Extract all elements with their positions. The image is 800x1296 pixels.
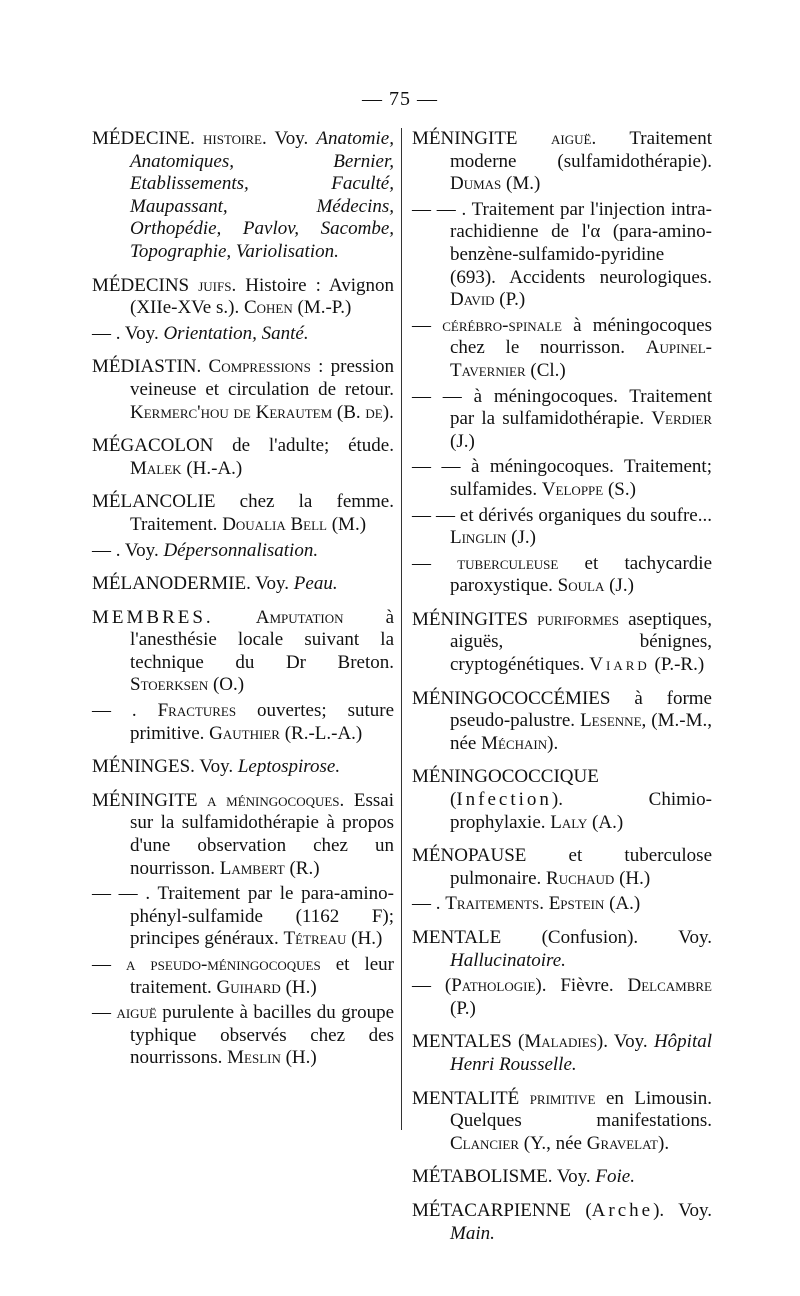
entry-text: MENTALES ( (412, 1031, 525, 1053)
entry-text: MÉNINGITE (92, 789, 208, 811)
entry-text: Linglin (450, 527, 507, 549)
entry-text: tuberculeuse (457, 552, 559, 574)
entry-text: . Histoire : Avignon (XIIe-XVe s.). (130, 274, 394, 319)
entry-text: (H.) (280, 976, 317, 998)
entry-text: (R.) (284, 857, 320, 879)
entry-text: MÉNINGOCOCCIQUE ( (412, 766, 599, 811)
index-entry (412, 975, 712, 1020)
entry-text: Dépersonnalisation. (163, 539, 319, 561)
index-entry (92, 883, 394, 951)
entry-text: — (92, 1002, 117, 1024)
index-entry (412, 456, 712, 501)
entry-text: (Y., née (519, 1132, 587, 1154)
entry-text: — . Voy. (92, 539, 164, 561)
entry-text: Hallucinatoire. (450, 949, 566, 971)
page-number: — 75 — (362, 88, 438, 110)
entry-text: (P.) (450, 997, 476, 1019)
entry-text: Clancier (450, 1132, 520, 1154)
entry-text: Infection (456, 789, 552, 811)
entry-text: Cohen (243, 297, 293, 319)
entry-text: MENTALITÉ (412, 1087, 530, 1109)
entry-text: (H.) (346, 928, 383, 950)
entry-text: (M.) (326, 513, 367, 535)
entry-text: aiguë (116, 1002, 157, 1024)
entry-text: — . Voy. (92, 322, 164, 344)
entry-text: Fractures (157, 700, 237, 722)
entry-text: cérébro-spinale (442, 314, 562, 336)
index-entry (412, 315, 712, 383)
left-column (92, 128, 394, 1081)
entry-text: — . (412, 893, 446, 915)
entry-text: David (450, 289, 495, 311)
entry-text: Hôpital Henri Rousselle. (450, 1031, 712, 1075)
entry-text: juifs (198, 274, 232, 296)
index-entry (412, 845, 712, 890)
entry-text: histoire (203, 128, 262, 149)
entry-text: Peau. (293, 573, 338, 595)
index-entry (412, 1166, 712, 1189)
entry-text: Aupinel-Tavernier (450, 337, 712, 381)
entry-text: (A.) (604, 893, 641, 915)
index-entry (92, 540, 394, 563)
entry-text: MÉDIASTIN. (92, 356, 209, 378)
entry-text: MÉTABOLISME. Voy. (412, 1166, 596, 1188)
entry-text: à méningocoques chez le nourrisson. (450, 314, 713, 359)
entry-text: Dumas (450, 173, 502, 195)
entry-text: MÉLANODERMIE. Voy. (92, 573, 294, 595)
entry-text: — (412, 314, 443, 336)
entry-text: et leur traitement. (130, 954, 394, 998)
entry-text: MÉDECINS (92, 274, 199, 296)
entry-text: — (92, 954, 127, 975)
index-entry (92, 128, 394, 264)
entry-text: ). Fièvre. (535, 975, 628, 997)
entry-text: (B. (332, 401, 366, 423)
entry-text: (H.) (614, 867, 651, 889)
index-entry (412, 688, 712, 756)
entry-text: : pression veineuse et circulation de retour. (130, 356, 395, 400)
index-entry (92, 954, 394, 999)
entry-text: (H.) (280, 1047, 317, 1069)
entry-text: Laly (550, 811, 588, 833)
entry-text: ). Voy. (653, 1199, 712, 1221)
entry-text: en Limousin. Quelques manifestations. (450, 1087, 712, 1132)
entry-text: Guihard (216, 976, 281, 998)
entry-text: MENTALE (Confusion). Voy. (412, 927, 712, 948)
entry-text: (P.) (494, 289, 526, 311)
entry-text: Lesenne (580, 710, 642, 732)
entry-text: — . (92, 700, 158, 722)
entry-text: MÉNINGITES (412, 608, 538, 630)
index-entry (412, 1031, 712, 1076)
index-entry (92, 756, 394, 779)
entry-text: Main. (450, 1222, 495, 1244)
entry-text: Lambert (219, 857, 285, 879)
entry-text: MÉGACOLON de l'adulte; étude. (92, 435, 394, 457)
entry-text: Tétreau (283, 928, 347, 950)
index-entry (412, 927, 712, 972)
index-entry (92, 356, 394, 424)
index-entry (412, 386, 712, 454)
entry-text: (A.) (587, 811, 624, 833)
entry-text: Malek (130, 457, 182, 479)
entry-text: ). Chimio-prophylaxie. (450, 789, 712, 833)
entry-text: Traitements (445, 893, 540, 915)
index-entry (412, 893, 712, 916)
entry-text: Delcambre (627, 975, 712, 997)
entry-text: MÉNINGES. Voy. (92, 756, 238, 778)
entry-text: primitive (529, 1087, 596, 1109)
index-entry (412, 1088, 712, 1156)
entry-text: Anatomie, Anatomiques, Bernier, Etablissements, Faculté, Maupassant, Médecins, Orthopédie, Pavlov, Sacombe, Topographie, Variolisation. (130, 128, 394, 262)
index-entry (412, 505, 712, 550)
entry-text: Méchain (481, 732, 548, 754)
entry-text: Veloppe (541, 478, 604, 500)
index-entry (92, 323, 394, 346)
entry-text: Verdier (651, 408, 712, 430)
index-entry (412, 128, 712, 196)
entry-text: Maladies (524, 1031, 597, 1053)
entry-text: et tachycardie paroxystique. (450, 552, 712, 597)
entry-text: puriformes (537, 608, 619, 630)
entry-text: aiguë (551, 128, 592, 149)
entry-text: Ruchaud (546, 867, 615, 889)
entry-text: — — . Traitement par le para-amino-phényl-sulfamide (1162 F); principes généraux. (92, 883, 394, 950)
entry-text: Doualia Bell (222, 513, 327, 535)
entry-text: — ( (412, 975, 452, 997)
entry-text: MÉTACARPIENNE ( (412, 1199, 592, 1221)
entry-text: (P.-R.) (649, 654, 705, 676)
entry-text: — — à méningocoques. Traitement; sulfamides. (412, 456, 712, 500)
entry-text: (J.) (506, 527, 536, 549)
index-entry (92, 491, 394, 536)
entry-text: MÉNOPAUSE et tuberculose pulmonaire. (412, 845, 712, 889)
entry-text: — — et dérivés organiques du soufre... (412, 504, 712, 526)
entry-text: — — . Traitement par l'injection intra-rachidienne de l'α (para-amino-benzène-sulfamido-pyridine (693). Accidents neurologiques. (412, 198, 712, 288)
entry-text: Kermerc'hou de Kerautem (130, 401, 333, 423)
index-entry (92, 435, 394, 480)
index-entry (412, 766, 712, 834)
entry-text: purulente à bacilles du groupe typhique observés chez des nourrissons. (130, 1002, 394, 1069)
entry-text: (H.-A.) (181, 457, 243, 479)
index-entry (92, 790, 394, 880)
index-entry (412, 199, 712, 312)
index-entry (92, 607, 394, 697)
entry-text: Orientation, Santé. (163, 322, 309, 344)
entry-text: ). (547, 732, 559, 754)
entry-text: Pathologie (451, 975, 536, 997)
entry-text: . Voy. (262, 128, 317, 149)
entry-text: Foie. (595, 1166, 635, 1188)
entry-text: ouvertes; suture primitive. (130, 700, 395, 744)
entry-text: . Essai sur la sulfamidothérapie à propos d'une observation chez un nourrisson. (130, 789, 394, 879)
entry-text: Gravelat (586, 1132, 658, 1154)
entry-text: (J.) (450, 430, 475, 452)
right-column (412, 128, 712, 1256)
entry-text: Soula (557, 575, 605, 597)
index-entry (412, 553, 712, 598)
entry-text: (R.-L.-A.) (279, 722, 363, 744)
entry-text: (J.) (604, 575, 634, 597)
index-entry (412, 609, 712, 677)
entry-text: Compressions (208, 356, 311, 378)
entry-text: ). (382, 401, 394, 423)
entry-text: Leptospirose. (237, 756, 341, 778)
entry-text: ). (658, 1132, 670, 1154)
index-entry (92, 1002, 394, 1070)
entry-text: a méningocoques (207, 789, 340, 811)
entry-text: MÉDECINE. (92, 128, 204, 149)
entry-text: Stoerksen (130, 674, 209, 696)
entry-text: Epstein (548, 893, 605, 915)
entry-text: — — à méningocoques. Traitement par la sulfamidothérapie. (412, 385, 712, 430)
entry-text: à l'anesthésie locale suivant la technique du Dr Breton. (130, 606, 394, 673)
entry-text: Arche (591, 1199, 654, 1221)
entry-text: (O.) (208, 674, 245, 696)
entry-text: — (412, 552, 458, 574)
entry-text: de (365, 401, 383, 423)
entry-text: MÉLANCOLIE chez la femme. Traitement. (92, 491, 394, 535)
index-entry (412, 1200, 712, 1245)
entry-text: , (M.-M., née (450, 710, 712, 754)
entry-text: MÉNINGOCOCCÉMIES à forme pseudo-palustre. (412, 687, 712, 732)
entry-text: . (539, 893, 549, 915)
entry-text: (Cl.) (525, 359, 566, 381)
entry-text: Amputation (255, 606, 344, 628)
entry-text: aseptiques, aiguës, bénignes, cryptogénétiques. (450, 608, 712, 676)
entry-text: (M.) (501, 173, 541, 195)
index-entry (92, 700, 394, 745)
entry-text: . Traitement moderne (sulfamidothérapie). (450, 128, 712, 172)
entry-text: Gauthier (209, 722, 280, 744)
entry-text: Viard (589, 654, 650, 676)
column-divider (401, 128, 402, 1130)
entry-text: (M.-P.) (292, 297, 352, 319)
entry-text: MÉNINGITE (412, 128, 551, 149)
entry-text: ). Voy. (596, 1031, 654, 1053)
entry-text: Meslin (227, 1047, 281, 1069)
entry-text: (S.) (603, 478, 636, 500)
entry-text (214, 607, 256, 628)
entry-text: a pseudo-méningocoques (126, 954, 321, 975)
index-entry (92, 275, 394, 320)
index-entry (92, 573, 394, 596)
entry-text: MEMBRES. (92, 606, 214, 628)
